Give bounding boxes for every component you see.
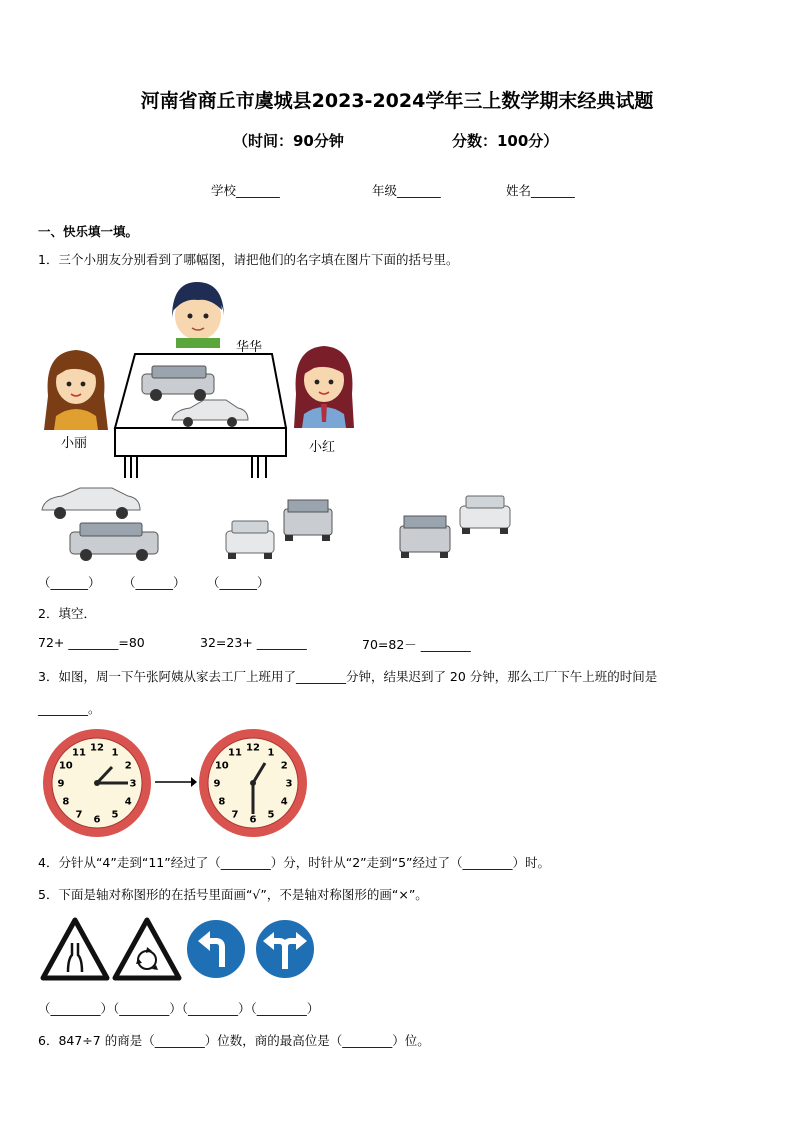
clock-start bbox=[41, 727, 153, 839]
label-xiaoli: 小丽 bbox=[61, 436, 88, 451]
clock-numeral: 10 bbox=[214, 760, 229, 772]
sign-roundabout-icon bbox=[112, 917, 182, 981]
clock-numeral: 5 bbox=[267, 809, 275, 821]
equation-1[interactable]: 72+ ________=80 bbox=[38, 635, 145, 650]
question-6: 6．847÷7 的商是（________）位数，商的最高位是（________）位。 bbox=[38, 1033, 430, 1048]
clock-numeral: 2 bbox=[124, 760, 132, 772]
clock-numeral: 8 bbox=[218, 796, 226, 808]
clock-numeral: 11 bbox=[228, 747, 242, 759]
equation-2[interactable]: 32=23+ ________ bbox=[200, 635, 307, 650]
clock-numeral: 6 bbox=[249, 814, 257, 826]
clock-numeral: 9 bbox=[213, 778, 221, 790]
sign-turn-left-icon bbox=[184, 917, 248, 981]
clock-numeral: 2 bbox=[280, 760, 288, 772]
sign-left-right-icon bbox=[253, 917, 317, 981]
girl-xiaohong bbox=[290, 342, 358, 428]
question-5-blanks[interactable]: （________）（________）（________）（________） bbox=[38, 1001, 320, 1016]
clock-numeral: 12 bbox=[246, 742, 260, 754]
question-3-answer[interactable]: ________。 bbox=[38, 701, 101, 716]
question-3: 3．如图，周一下午张阿姨从家去工厂上班用了________分钟，结果迟到了 20 分钟，那么工厂下午上班的时间是 bbox=[38, 669, 658, 684]
grade-field: 年级_______ bbox=[372, 183, 441, 198]
girl-xiaoli bbox=[42, 346, 110, 430]
clock-numeral: 1 bbox=[267, 747, 275, 759]
clock-numeral: 3 bbox=[285, 778, 293, 790]
clock-numeral: 1 bbox=[111, 747, 119, 759]
name-field: 姓名_______ bbox=[506, 183, 575, 198]
clock-numeral: 8 bbox=[62, 796, 70, 808]
question-2: 2．填空． bbox=[38, 606, 96, 621]
section-heading: 一、快乐填一填。 bbox=[38, 224, 139, 239]
sign-narrow-road-icon bbox=[40, 917, 110, 981]
arrow-icon bbox=[155, 776, 197, 788]
question-5: 5．下面是轴对称图形的在括号里面画“√”，不是轴对称图形的画“×”。 bbox=[38, 887, 428, 902]
clock-numeral: 4 bbox=[124, 796, 132, 808]
clock-numeral: 9 bbox=[57, 778, 65, 790]
question-1: 1．三个小朋友分别看到了哪幅图，请把他们的名字填在图片下面的括号里。 bbox=[38, 252, 459, 267]
exam-score: 分数：100分） bbox=[452, 132, 559, 150]
clock-numeral: 7 bbox=[75, 809, 83, 821]
clock-numeral: 4 bbox=[280, 796, 288, 808]
exam-time: （时间：90分钟 bbox=[233, 132, 344, 150]
view-picture-3 bbox=[398, 492, 514, 562]
blank-1[interactable]: （______） bbox=[38, 575, 101, 590]
clock-numeral: 12 bbox=[90, 742, 104, 754]
view-picture-2 bbox=[222, 497, 334, 563]
equation-3[interactable]: 70=82－ ________ bbox=[362, 637, 471, 652]
question-4: 4．分针从“4”走到“11”经过了（________）分，时针从“2”走到“5”经过了（________）时。 bbox=[38, 855, 551, 870]
school-field: 学校_______ bbox=[211, 183, 280, 198]
clock-numeral: 10 bbox=[58, 760, 73, 772]
clock-numeral: 7 bbox=[231, 809, 239, 821]
clock-numeral: 6 bbox=[93, 814, 101, 826]
label-huahua: 华华 bbox=[236, 340, 263, 355]
clock-end bbox=[197, 727, 309, 839]
boy-huahua bbox=[172, 282, 224, 348]
blank-3[interactable]: （______） bbox=[207, 575, 270, 590]
clock-numeral: 5 bbox=[111, 809, 119, 821]
blank-2[interactable]: （______） bbox=[123, 575, 186, 590]
clock-numeral: 3 bbox=[129, 778, 137, 790]
view-picture-1 bbox=[40, 484, 165, 562]
label-xiaohong: 小红 bbox=[309, 440, 336, 455]
page-title: 河南省商丘市虞城县2023-2024学年三上数学期末经典试题 bbox=[140, 90, 654, 112]
clock-numeral: 11 bbox=[72, 747, 86, 759]
